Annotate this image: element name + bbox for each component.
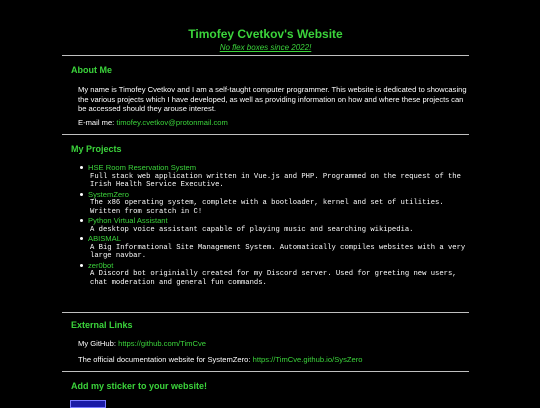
project-item bbox=[80, 190, 470, 217]
project-description: Full stack web application written in Vue.js and PHP. Programmed on the request of the Irish Health Service Executive. bbox=[90, 172, 461, 189]
bullet-icon bbox=[80, 166, 83, 169]
project-description: The x86 operating system, complete with a bootloader, kernel and set of utilities. Written from scratch in C! bbox=[90, 199, 444, 216]
project-item bbox=[80, 234, 470, 261]
email-label: E-mail me: bbox=[78, 118, 117, 127]
sticker-image[interactable] bbox=[70, 400, 106, 408]
divider bbox=[62, 55, 469, 56]
project-link[interactable]: ABISMAL bbox=[88, 234, 121, 243]
github-line bbox=[78, 339, 470, 349]
about-heading: About Me bbox=[71, 65, 112, 75]
project-description: A desktop voice assistant capable of playing music and searching wikipedia. bbox=[90, 225, 414, 234]
projects-heading: My Projects bbox=[71, 144, 122, 154]
page-content bbox=[62, 0, 469, 391]
project-link[interactable]: Python Virtual Assistant bbox=[88, 216, 168, 225]
site-title: Timofey Cvetkov's Website bbox=[188, 27, 343, 41]
bullet-icon bbox=[80, 264, 83, 267]
bullet-icon bbox=[80, 193, 83, 196]
bullet-icon bbox=[80, 237, 83, 240]
project-list bbox=[80, 163, 470, 287]
project-link[interactable]: HSE Room Reservation System bbox=[88, 163, 197, 172]
project-item bbox=[80, 216, 470, 234]
email-line bbox=[78, 118, 470, 128]
project-link[interactable]: zer0bot bbox=[88, 260, 114, 270]
divider bbox=[62, 134, 469, 135]
project-item bbox=[80, 261, 470, 288]
project-description: A Discord bot originially created for my Discord server. Used for greeting new users, chat moderation and general fun commands. bbox=[90, 270, 457, 287]
github-link[interactable]: https://github.com/TimCve bbox=[118, 339, 207, 348]
bullet-icon bbox=[80, 219, 83, 222]
site-tagline: No flex boxes since 2022! bbox=[219, 43, 312, 52]
github-label: My GitHub: bbox=[78, 339, 119, 348]
about-text: My name is Timofey Cvetkov and I am a self-taught computer programmer. This website is dedicated to showcasing the various projects which I have developed, as well as providing information on how and where these projects can be accessed should they arouse interest. bbox=[78, 85, 467, 113]
docs-line bbox=[78, 355, 470, 365]
docs-link[interactable]: https://TimCve.github.io/SysZero bbox=[252, 355, 363, 364]
divider bbox=[62, 312, 469, 313]
project-item bbox=[80, 163, 470, 190]
email-link[interactable]: timofey.cvetkov@protonmail.com bbox=[116, 118, 228, 127]
project-description: A Big Informational Site Management System. Automatically compiles websites with a very large navbar. bbox=[90, 243, 466, 260]
docs-label: The official documentation website for SystemZero: bbox=[78, 355, 253, 364]
sticker-heading: Add my sticker to your website! bbox=[71, 381, 208, 391]
project-link[interactable]: SystemZero bbox=[88, 189, 129, 199]
links-heading: External Links bbox=[71, 320, 133, 330]
divider bbox=[62, 371, 469, 372]
